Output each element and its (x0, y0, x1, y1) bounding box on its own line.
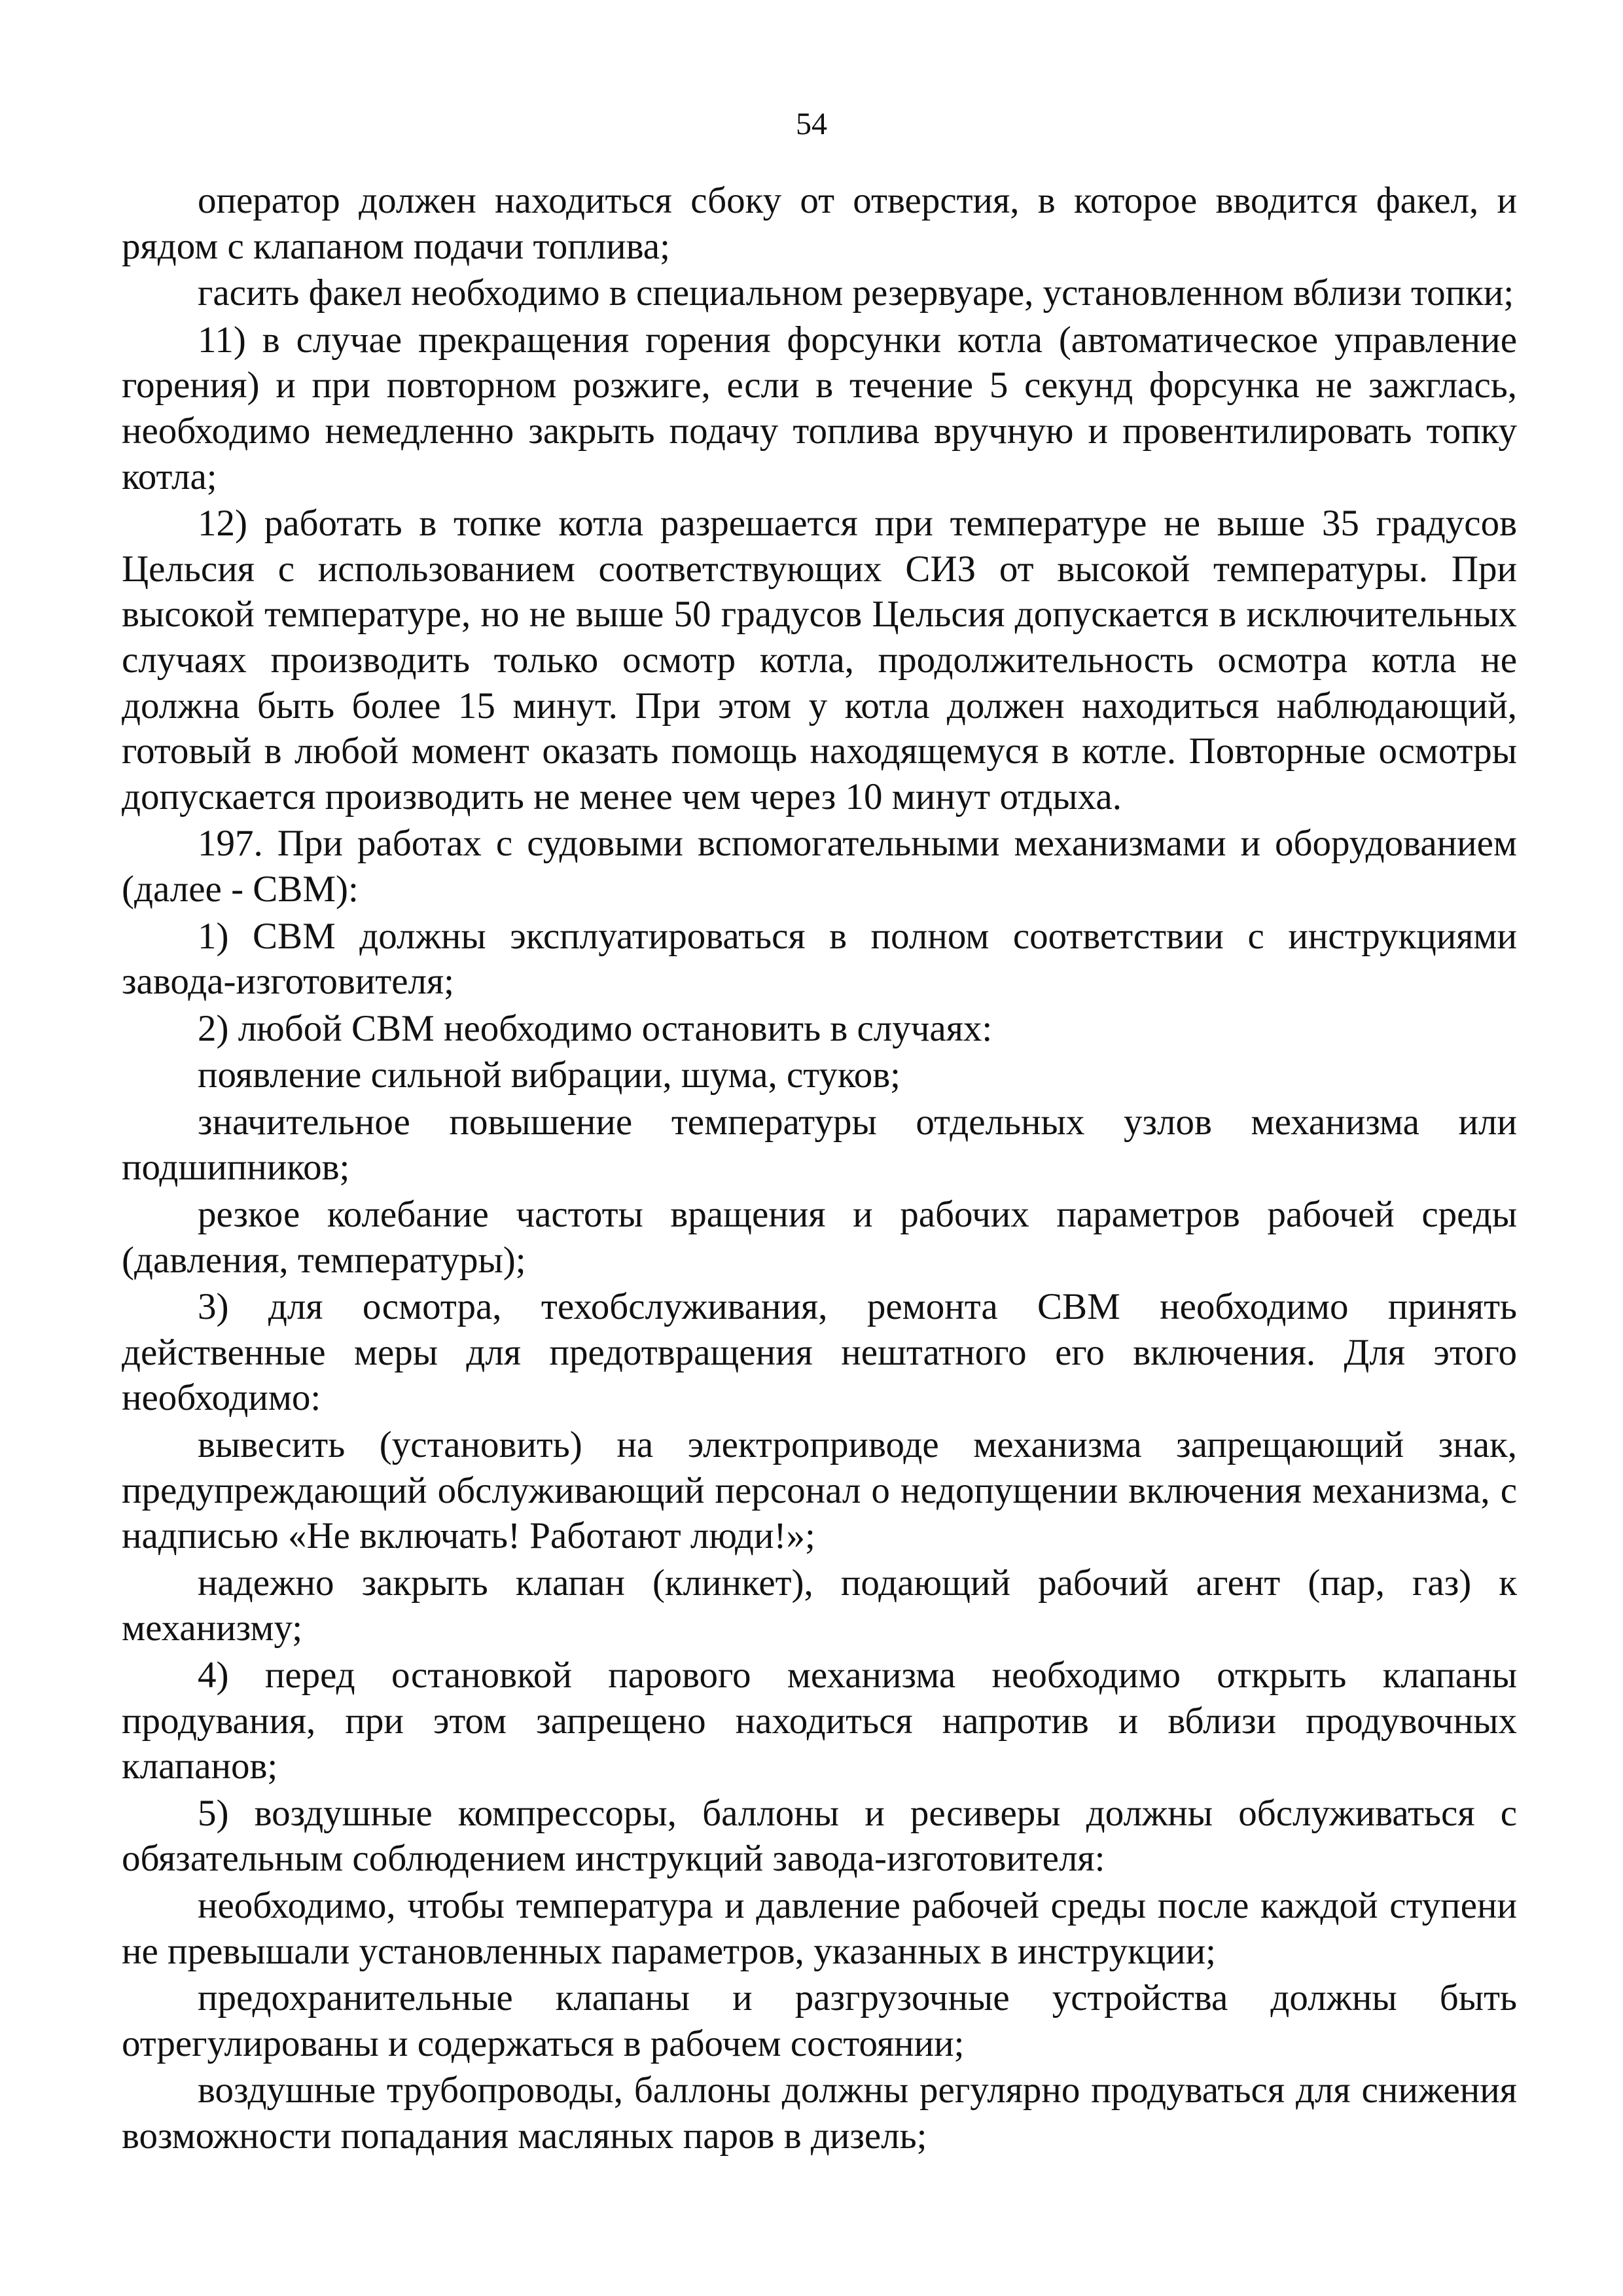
section-197-heading: 197. При работах с судовыми вспомогательными механизмами и оборудованием (далее - СВМ): (122, 823, 1517, 910)
paragraph: вывесить (установить) на электроприводе механизма запрещающий знак, предупреждающий обслуживающий персонал о недопущении включения механизма, с надписью «Не включать! Работают люди!»; (122, 1424, 1517, 1557)
page-number: 54 (796, 107, 827, 141)
document-body (122, 178, 1517, 2161)
paragraph: 12) работать в топке котла разрешается при температуре не выше 35 градусов Цельсия с использованием соответствующих СИЗ от высокой температуры. При высокой температуре, но не выше 50 градусов Цельсия допускается в исключительных случаях производить только осмотр котла, продолжительность осмотра котла не должна быть более 15 минут. При этом у котла должен находиться наблюдающий, готовый в любой момент оказать помощь находящемуся в котле. Повторные осмотры допускается производить не менее чем через 10 минут отдыха. (122, 503, 1517, 817)
paragraph: 1) СВМ должны эксплуатироваться в полном соответствии с инструкциями завода-изготовителя; (122, 915, 1517, 1003)
paragraph: воздушные трубопроводы, баллоны должны регулярно продуваться для снижения возможности попадания масляных паров в дизель; (122, 2070, 1517, 2157)
paragraph: резкое колебание частоты вращения и рабочих параметров рабочей среды (давления, температуры); (122, 1194, 1517, 1281)
paragraph: 5) воздушные компрессоры, баллоны и ресиверы должны обслуживаться с обязательным соблюдением инструкций завода-изготовителя: (122, 1792, 1517, 1880)
paragraph: надежно закрыть клапан (клинкет), подающий рабочий агент (пар, газ) к механизму; (122, 1562, 1517, 1649)
paragraph: предохранительные клапаны и разгрузочные устройства должны быть отрегулированы и содержаться в рабочем состоянии; (122, 1977, 1517, 2064)
paragraph: 11) в случае прекращения горения форсунки котла (автоматическое управление горения) и при повторном розжиге, если в течение 5 секунд форсунка не зажглась, необходимо немедленно закрыть подачу топлива вручную и провентилировать топку котла; (122, 319, 1517, 497)
paragraph: гасить факел необходимо в специальном резервуаре, установленном вблизи топки; (198, 272, 1514, 314)
paragraph: значительное повышение температуры отдельных узлов механизма или подшипников; (122, 1101, 1517, 1189)
paragraph: 4) перед остановкой парового механизма необходимо открыть клапаны продувания, при этом запрещено находиться напротив и вблизи продувочных клапанов; (122, 1655, 1517, 1787)
paragraph: 2) любой СВМ необходимо остановить в случаях: (198, 1007, 993, 1049)
paragraph: 3) для осмотра, техобслуживания, ремонта СВМ необходимо принять действенные меры для предотвращения нештатного его включения. Для этого необходимо: (122, 1286, 1517, 1419)
paragraph: оператор должен находиться сбоку от отверстия, в которое вводится факел, и рядом с клапаном подачи топлива; (122, 180, 1517, 267)
paragraph: появление сильной вибрации, шума, стуков; (198, 1054, 901, 1096)
paragraph: необходимо, чтобы температура и давление рабочей среды после каждой ступени не превышали установленных параметров, указанных в инструкции; (122, 1884, 1517, 1972)
